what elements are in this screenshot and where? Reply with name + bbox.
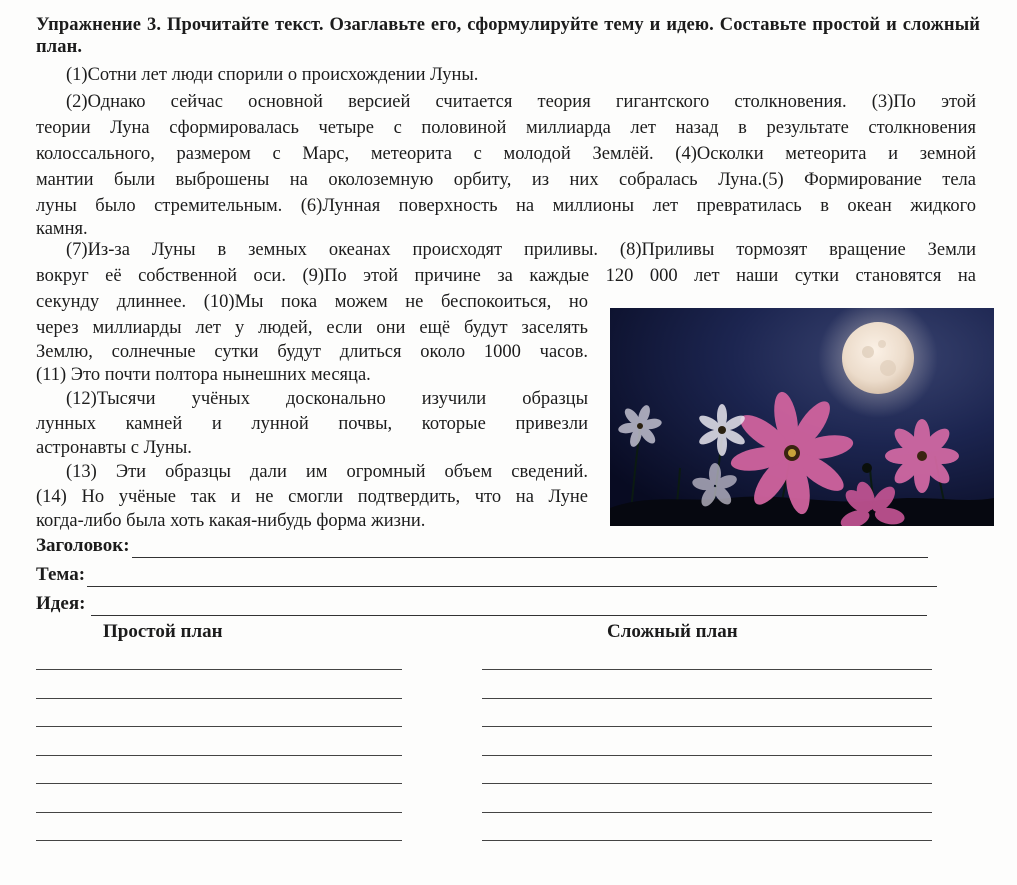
complex-plan-line[interactable]: [482, 726, 932, 727]
text-line: теории Луна сформировалась четыре с половиной миллиарда лет назад в результате столкновения: [36, 118, 976, 138]
heading-label: Заголовок:: [36, 535, 130, 556]
text-line: Землю, солнечные сутки будут длиться около 1000 часов.: [36, 342, 588, 362]
text-line: мантии были выброшены на околоземную орбиту, из них собралась Луна.(5) Формирование тела: [36, 170, 976, 190]
text-line: (2)Однако сейчас основной версией считается теория гигантского столкновения. (3)По этой: [66, 92, 976, 112]
simple-plan-line[interactable]: [36, 726, 402, 727]
complex-plan-line[interactable]: [482, 669, 932, 670]
idea-label: Идея:: [36, 593, 86, 614]
text-line: луны было стремительным. (6)Лунная поверхность на миллионы лет превратилась в океан жидкого: [36, 196, 976, 216]
text-line: (12)Тысячи учёных досконально изучили образцы: [66, 389, 588, 409]
text-line: через миллиарды лет у людей, если они ещё будут заселять: [36, 318, 588, 338]
complex-plan-line[interactable]: [482, 698, 932, 699]
simple-plan-line[interactable]: [36, 698, 402, 699]
simple-plan-heading: Простой план: [103, 621, 223, 642]
complex-plan-line[interactable]: [482, 812, 932, 813]
text-line: камня.: [36, 219, 88, 239]
simple-plan-line[interactable]: [36, 812, 402, 813]
simple-plan-line[interactable]: [36, 840, 402, 841]
text-line: (11) Это почти полтора нынешних месяца.: [36, 365, 371, 385]
night-sky-illustration: [610, 308, 994, 526]
simple-plan-line[interactable]: [36, 755, 402, 756]
simple-plan-line[interactable]: [36, 783, 402, 784]
heading-answer-line[interactable]: [132, 539, 928, 558]
moon-flowers-photo: [610, 308, 994, 526]
text-line: лунных камней и лунной почвы, которые привезли: [36, 414, 588, 434]
text-line: (7)Из-за Луны в земных океанах происходят приливы. (8)Приливы тормозят вращение Земли: [66, 240, 976, 260]
text-line: астронавты с Луны.: [36, 438, 192, 458]
text-line: когда-либо была хоть какая-нибудь форма жизни.: [36, 511, 426, 531]
pink-flower-icon: [885, 419, 959, 493]
complex-plan-line[interactable]: [482, 755, 932, 756]
heading-field[interactable]: [36, 534, 928, 558]
topic-field[interactable]: [36, 563, 937, 587]
complex-plan-heading: Сложный план: [607, 621, 738, 642]
text-line: колоссального, размером с Марс, метеорита с молодой Землёй. (4)Осколки метеорита и земной: [36, 144, 976, 164]
text-line: (14) Но учёные так и не смогли подтвердить, что на Луне: [36, 487, 588, 507]
idea-field[interactable]: [36, 592, 927, 616]
topic-answer-line[interactable]: [87, 568, 937, 587]
text-line: секунду длиннее. (10)Мы пока можем не беспокоиться, но: [36, 292, 588, 312]
topic-label: Тема:: [36, 564, 86, 585]
complex-plan-line[interactable]: [482, 840, 932, 841]
idea-answer-line[interactable]: [91, 597, 927, 616]
text-line: (13) Эти образцы дали им огромный объем сведений.: [66, 462, 588, 482]
simple-plan-line[interactable]: [36, 669, 402, 670]
moon-icon: [842, 322, 914, 394]
exercise-title: Упражнение 3. Прочитайте текст. Озаглавьте его, сформулируйте тему и идею. Составьте простой и сложный план.: [36, 15, 980, 57]
text-line: (1)Сотни лет люди спорили о происхождении Луны.: [66, 65, 479, 85]
text-line: вокруг её собственной оси. (9)По этой причине за каждые 120 000 лет наши сутки становятся на: [36, 266, 976, 286]
complex-plan-line[interactable]: [482, 783, 932, 784]
